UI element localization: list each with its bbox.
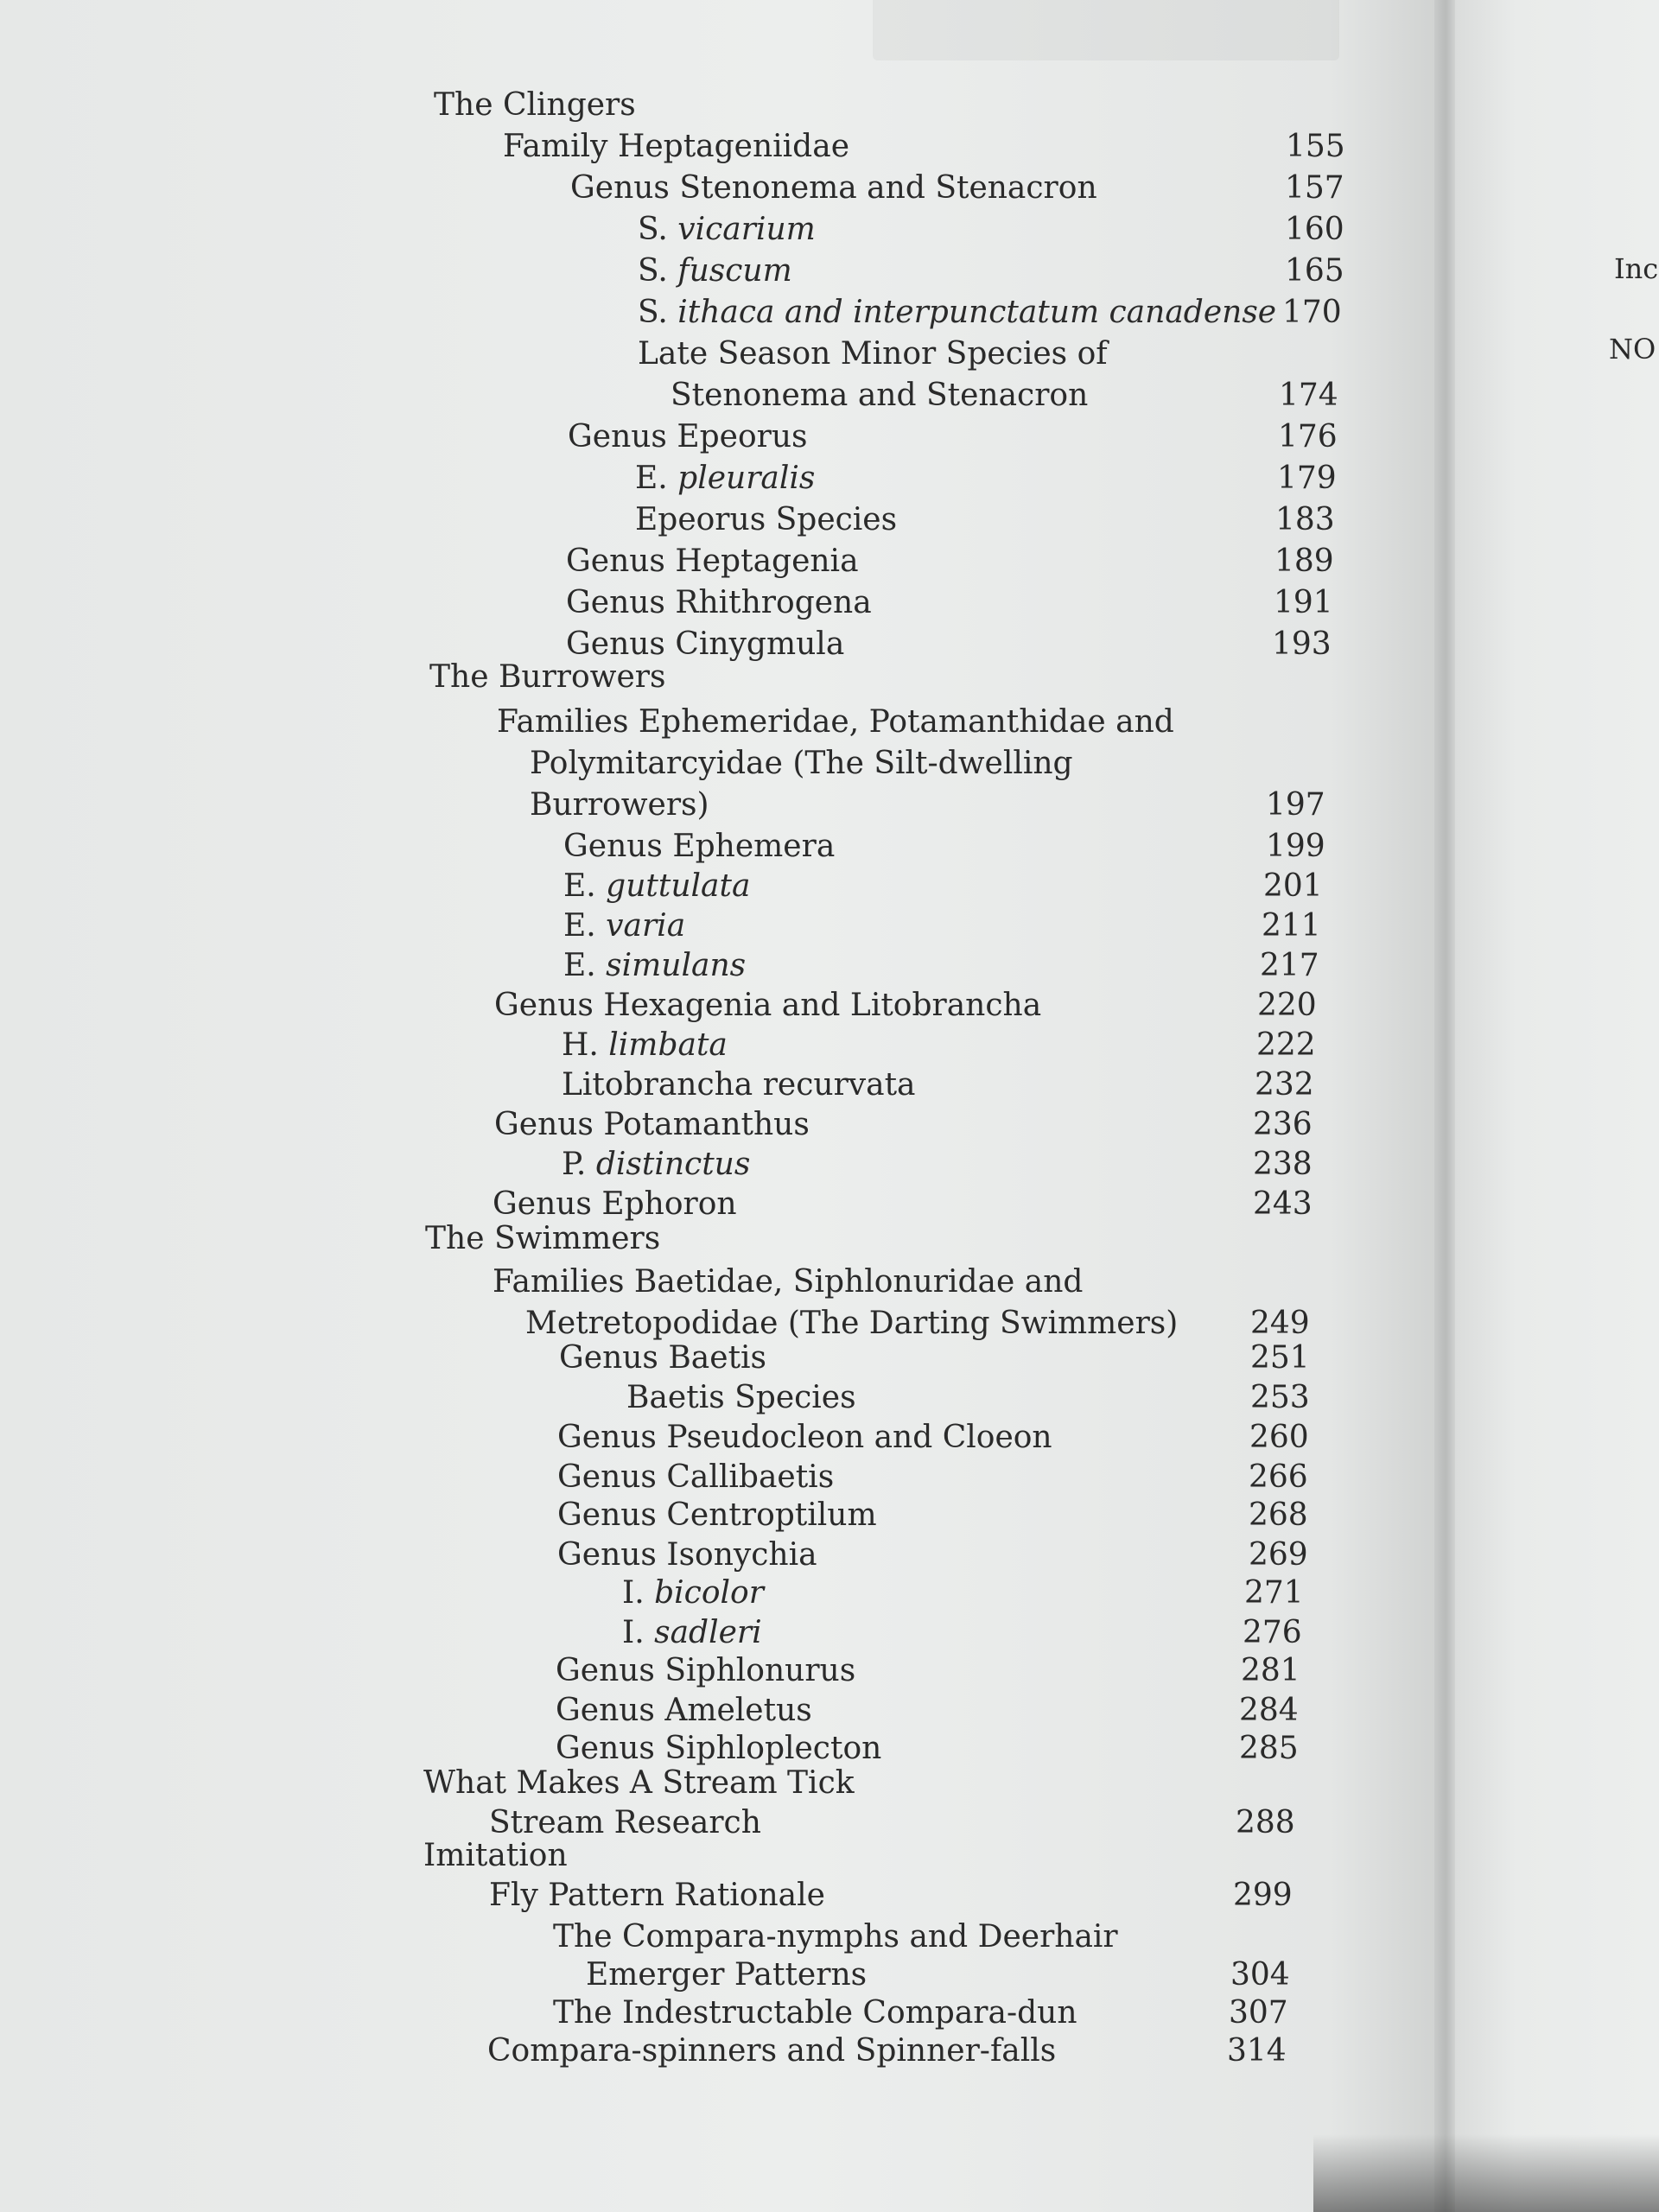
toc-entry-species-name: sadleri bbox=[654, 1615, 762, 1650]
toc-entry-page-number: 284 bbox=[1239, 1693, 1299, 1728]
toc-entry-title: Genus Ephoron bbox=[493, 1186, 737, 1222]
toc-entry-title: Emerger Patterns bbox=[586, 1957, 868, 1993]
toc-entry-page-number: 179 bbox=[1277, 461, 1337, 496]
toc-entry-page-number: 285 bbox=[1239, 1731, 1299, 1766]
toc-entry-title: Stream Research bbox=[489, 1805, 761, 1840]
toc-entry-page-number: 176 bbox=[1278, 419, 1338, 454]
toc-entry-species-name: varia bbox=[606, 908, 686, 944]
toc-entry-title: Families Ephemeridae, Potamanthidae and bbox=[497, 704, 1174, 740]
toc-entry-genus-abbrev: E. bbox=[635, 461, 678, 496]
toc-entry-title: Litobrancha recurvata bbox=[562, 1067, 916, 1103]
toc-entry bbox=[0, 1218, 1434, 1260]
toc-entry bbox=[0, 1916, 1434, 1958]
toc-entry-species-name: pleuralis bbox=[677, 461, 816, 496]
toc-entry-genus-abbrev: I. bbox=[622, 1575, 655, 1611]
toc-entry bbox=[0, 985, 1434, 1027]
toc-entry bbox=[0, 1144, 1434, 1185]
toc-entry-page-number: 288 bbox=[1236, 1805, 1295, 1840]
toc-entry bbox=[0, 743, 1434, 785]
toc-entry bbox=[0, 1262, 1434, 1303]
toc-entry bbox=[0, 1835, 1434, 1877]
toc-entry-title: Late Season Minor Species of bbox=[638, 336, 1108, 372]
toc-entry bbox=[0, 1377, 1434, 1419]
toc-entry bbox=[0, 334, 1434, 375]
toc-entry-title: The Burrowers bbox=[429, 659, 666, 695]
toc-entry-species-name: distinctus bbox=[595, 1147, 751, 1182]
toc-entry bbox=[0, 499, 1434, 541]
toc-entry-title: Compara-spinners and Spinner-falls bbox=[487, 2033, 1057, 2069]
toc-entry-page-number: 304 bbox=[1230, 1957, 1290, 1993]
toc-entry-page-number: 268 bbox=[1249, 1497, 1308, 1533]
toc-entry bbox=[0, 168, 1434, 209]
toc-entry-title: Genus Siphlonurus bbox=[556, 1653, 856, 1688]
toc-entry-page-number: 307 bbox=[1229, 1995, 1288, 2031]
toc-entry bbox=[0, 1025, 1434, 1066]
toc-entry-title: Genus Hexagenia and Litobrancha bbox=[494, 988, 1042, 1023]
toc-entry-title: Genus Cinygmula bbox=[566, 626, 845, 662]
toc-entry bbox=[0, 906, 1434, 947]
toc-entry bbox=[0, 416, 1434, 458]
toc-entry bbox=[0, 251, 1434, 292]
toc-entry-genus-abbrev: E. bbox=[563, 868, 607, 904]
toc-entry-page-number: 281 bbox=[1241, 1653, 1300, 1688]
toc-entry-page-number: 271 bbox=[1244, 1575, 1304, 1611]
toc-entry-title: Genus Potamanthus bbox=[494, 1107, 810, 1142]
toc-entry-title: Fly Pattern Rationale bbox=[489, 1878, 825, 1913]
toc-entry-species-name: ithaca and interpunctatum canadense bbox=[677, 295, 1277, 330]
toc-entry bbox=[0, 2031, 1434, 2072]
toc-entry bbox=[0, 1457, 1434, 1498]
toc-entry-page-number: 174 bbox=[1279, 378, 1338, 413]
toc-entry bbox=[0, 1495, 1434, 1536]
toc-entry bbox=[0, 1573, 1434, 1614]
toc-entry-page-number: 314 bbox=[1227, 2033, 1287, 2069]
toc-entry bbox=[0, 1612, 1434, 1654]
toc-entry-page-number: 183 bbox=[1275, 502, 1335, 537]
toc-entry-title: Genus Centroptilum bbox=[557, 1497, 877, 1533]
toc-entry-title bbox=[622, 1573, 764, 1614]
toc-entry bbox=[0, 209, 1434, 251]
toc-entry-page-number: 266 bbox=[1249, 1459, 1308, 1495]
toc-entry-title bbox=[622, 1612, 762, 1654]
toc-entry-title bbox=[563, 945, 746, 987]
toc-entry-title: The Compara-nymphs and Deerhair bbox=[553, 1919, 1118, 1955]
toc-entry-page-number: 232 bbox=[1255, 1067, 1314, 1103]
toc-entry-title: Genus Callibaetis bbox=[557, 1459, 835, 1495]
toc-entry-species-name: guttulata bbox=[606, 868, 751, 904]
toc-entry-species-name: bicolor bbox=[654, 1575, 764, 1611]
toc-entry-title: Families Baetidae, Siphlonuridae and bbox=[493, 1264, 1084, 1300]
toc-entry-page-number: 251 bbox=[1250, 1340, 1310, 1376]
toc-entry-page-number: 155 bbox=[1286, 129, 1345, 164]
toc-entry-page-number: 191 bbox=[1274, 585, 1333, 620]
toc-entry-page-number: 249 bbox=[1250, 1306, 1310, 1341]
toc-entry-genus-abbrev: I. bbox=[622, 1615, 655, 1650]
toc-entry bbox=[0, 292, 1434, 334]
toc-entry bbox=[0, 657, 1434, 698]
toc-entry-page-number: 201 bbox=[1263, 868, 1323, 904]
toc-entry-page-number: 189 bbox=[1274, 543, 1334, 579]
toc-entry bbox=[0, 126, 1434, 168]
toc-entry-page-number: 157 bbox=[1285, 170, 1344, 206]
toc-entry-page-number: 253 bbox=[1250, 1380, 1310, 1415]
book-gutter bbox=[1434, 0, 1457, 2212]
toc-entry bbox=[0, 826, 1434, 868]
toc-entry bbox=[0, 375, 1434, 416]
toc-entry bbox=[0, 1104, 1434, 1146]
right-page-text-1: Inc bbox=[1614, 252, 1659, 285]
toc-entry-title: The Indestructable Compara-dun bbox=[553, 1995, 1077, 2031]
toc-entry-genus-abbrev: E. bbox=[563, 908, 607, 944]
toc-entry-title: Burrowers) bbox=[530, 787, 709, 823]
toc-entry bbox=[0, 702, 1434, 743]
toc-entry bbox=[0, 945, 1434, 987]
toc-entry-page-number: 170 bbox=[1282, 295, 1342, 330]
toc-entry bbox=[0, 1535, 1434, 1576]
toc-entry-title: Imitation bbox=[423, 1838, 568, 1873]
toc-entry-genus-abbrev: S. bbox=[638, 253, 678, 289]
toc-entry-page-number: 199 bbox=[1266, 829, 1325, 864]
toc-entry bbox=[0, 1955, 1434, 1996]
toc-entry-page-number: 299 bbox=[1233, 1878, 1293, 1913]
toc-entry-page-number: 193 bbox=[1272, 626, 1332, 662]
toc-entry-species-name: vicarium bbox=[677, 212, 816, 247]
toc-entry-genus-abbrev: S. bbox=[638, 212, 678, 247]
toc-entry-page-number: 197 bbox=[1266, 787, 1325, 823]
toc-entry-page-number: 211 bbox=[1262, 908, 1321, 944]
toc-entry-page-number: 243 bbox=[1253, 1186, 1313, 1222]
toc-entry-title bbox=[562, 1144, 750, 1185]
toc-entry-title: Genus Stenonema and Stenacron bbox=[570, 170, 1097, 206]
toc-entry-title: Polymitarcyidae (The Silt-dwelling bbox=[530, 746, 1073, 781]
toc-entry-title: Genus Ephemera bbox=[563, 829, 836, 864]
toc-entry-title: Genus Heptagenia bbox=[566, 543, 859, 579]
toc-entry bbox=[0, 1650, 1434, 1692]
toc-entry-page-number: 260 bbox=[1249, 1420, 1309, 1455]
toc-entry bbox=[0, 541, 1434, 582]
toc-entry bbox=[0, 866, 1434, 907]
toc-entry-page-number: 165 bbox=[1285, 253, 1344, 289]
toc-entry-title: Baetis Species bbox=[626, 1380, 856, 1415]
right-page bbox=[1455, 0, 1659, 2212]
toc-entry-genus-abbrev: P. bbox=[562, 1147, 596, 1182]
toc-entry-title bbox=[638, 251, 792, 292]
toc-entry-title: Genus Rhithrogena bbox=[566, 585, 872, 620]
toc-entry-species-name: simulans bbox=[606, 948, 747, 983]
toc-entry bbox=[0, 1763, 1434, 1804]
toc-entry-title: Genus Ameletus bbox=[556, 1693, 812, 1728]
toc-entry-title: Stenonema and Stenacron bbox=[671, 378, 1089, 413]
toc-entry bbox=[0, 1690, 1434, 1732]
toc-entry-page-number: 160 bbox=[1285, 212, 1344, 247]
toc-entry-title: The Swimmers bbox=[425, 1221, 661, 1256]
toc-entry-page-number: 269 bbox=[1249, 1537, 1308, 1573]
toc-entry-title: Genus Baetis bbox=[559, 1340, 767, 1376]
toc-entry-page-number: 238 bbox=[1253, 1147, 1313, 1182]
toc-entry-title bbox=[562, 1025, 728, 1066]
toc-entry-genus-abbrev: H. bbox=[562, 1027, 609, 1063]
toc-entry bbox=[0, 785, 1434, 826]
toc-entry-title: Genus Siphloplecton bbox=[556, 1731, 882, 1766]
toc-entry-title: What Makes A Stream Tick bbox=[423, 1765, 855, 1801]
toc-entry-genus-abbrev: S. bbox=[638, 295, 678, 330]
toc-entry-page-number: 217 bbox=[1260, 948, 1319, 983]
toc-entry-title: Genus Pseudocleon and Cloeon bbox=[557, 1420, 1052, 1455]
toc-entry-page-number: 222 bbox=[1256, 1027, 1316, 1063]
toc-entry-title bbox=[638, 292, 1276, 334]
toc-entry bbox=[0, 458, 1434, 499]
toc-entry bbox=[0, 582, 1434, 624]
toc-entry-page-number: 276 bbox=[1243, 1615, 1302, 1650]
right-page-text-2: NO bbox=[1609, 333, 1656, 365]
toc-entry-species-name: fuscum bbox=[677, 253, 792, 289]
toc-entry bbox=[0, 85, 1434, 126]
toc-entry-title: Family Heptageniidae bbox=[503, 129, 849, 164]
toc-entry-title bbox=[635, 458, 815, 499]
toc-entry bbox=[0, 1338, 1434, 1379]
toc-entry-title bbox=[638, 209, 816, 251]
toc-entry-title: Epeorus Species bbox=[635, 502, 898, 537]
toc-entry-page-number: 236 bbox=[1253, 1107, 1313, 1142]
toc-entry-title: Genus Epeorus bbox=[568, 419, 808, 454]
toc-entry-species-name: limbata bbox=[608, 1027, 728, 1063]
toc-entry bbox=[0, 1875, 1434, 1916]
toc-entry bbox=[0, 1065, 1434, 1106]
toc-entry-title: Metretopodidae (The Darting Swimmers) bbox=[525, 1306, 1179, 1341]
toc-entry-genus-abbrev: E. bbox=[563, 948, 607, 983]
toc-entry-title bbox=[563, 906, 685, 947]
toc-entry-page-number: 220 bbox=[1257, 988, 1317, 1023]
toc-entry-title bbox=[563, 866, 750, 907]
toc-entry bbox=[0, 1417, 1434, 1459]
toc-entry-title: The Clingers bbox=[434, 87, 636, 123]
toc-entry bbox=[0, 1993, 1434, 2034]
toc-entry-title: Genus Isonychia bbox=[557, 1537, 817, 1573]
